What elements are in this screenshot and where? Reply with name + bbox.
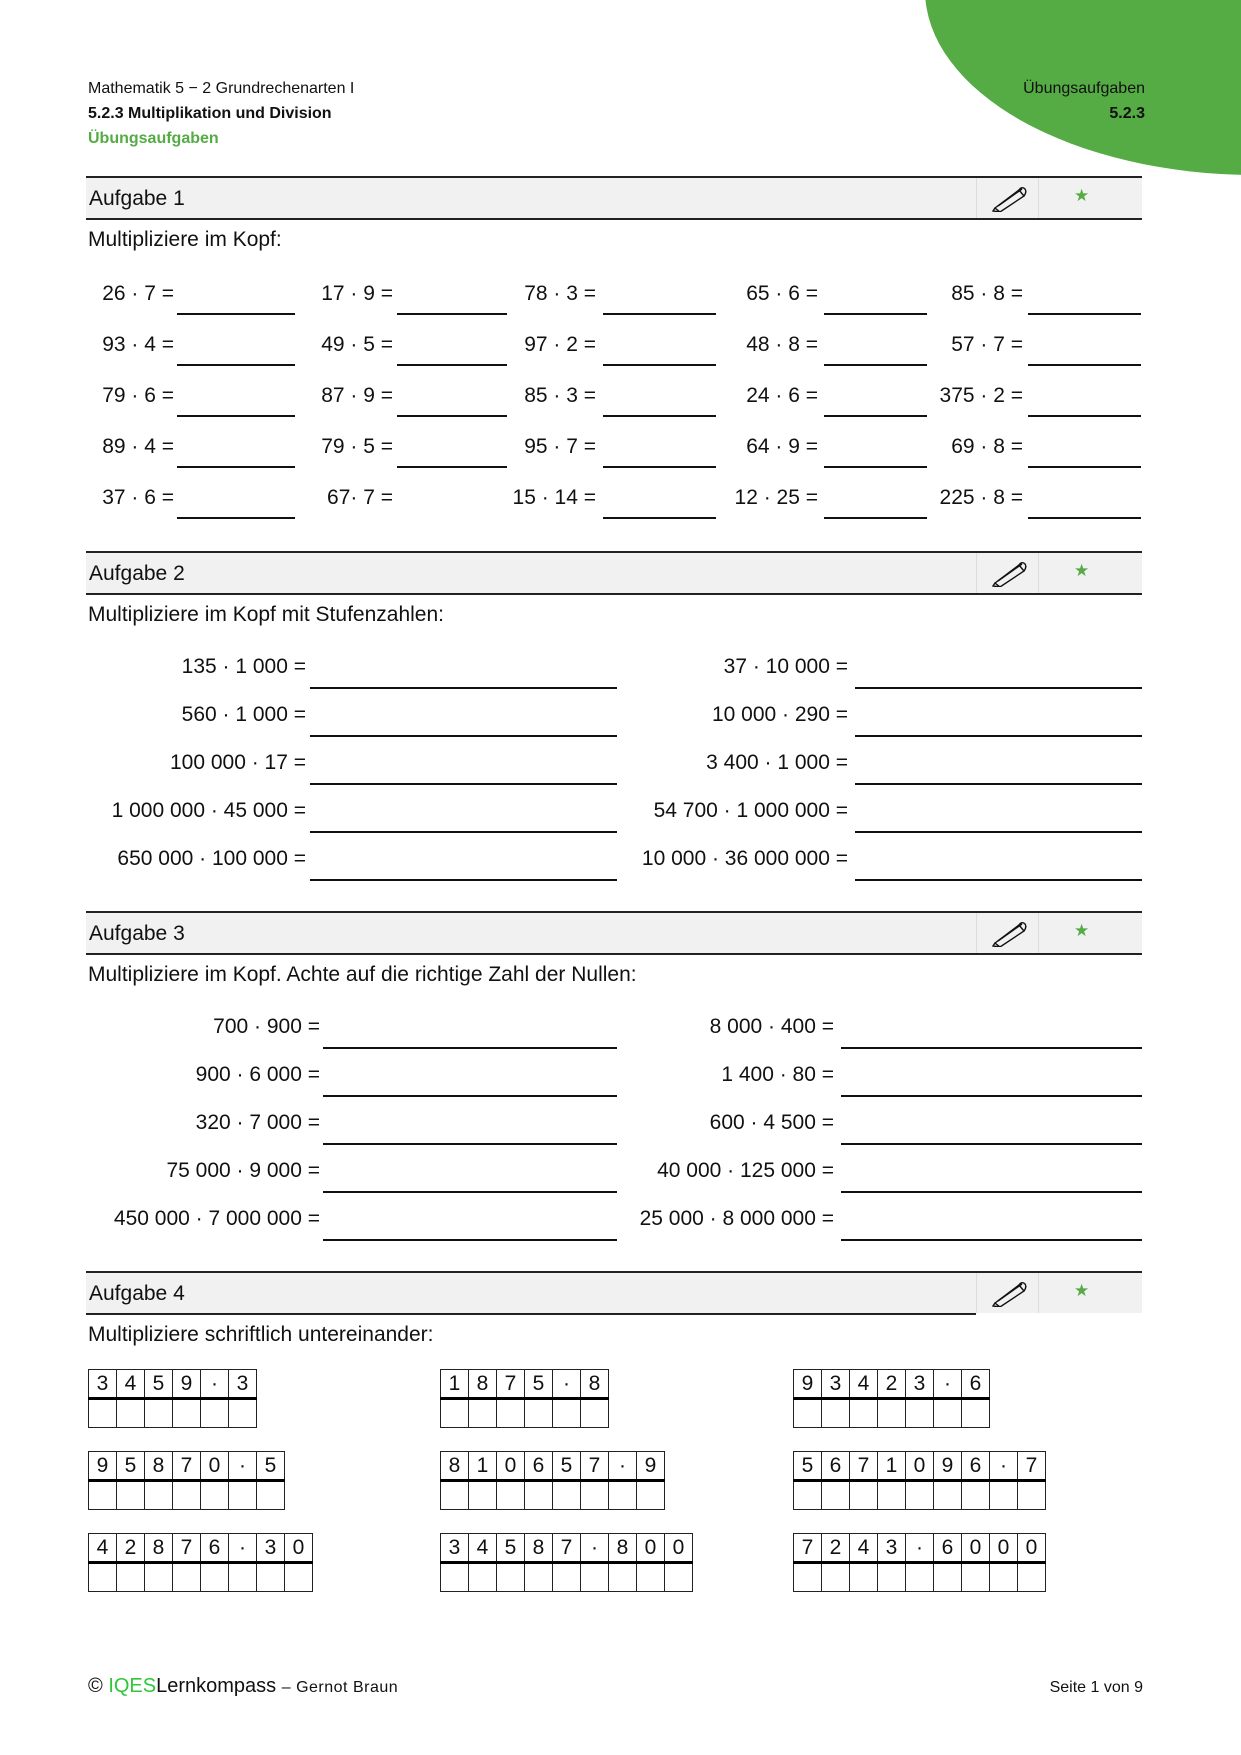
answer-field[interactable] [1028, 313, 1141, 315]
section-subtitle: Übungsaufgaben [88, 130, 219, 147]
grid-answer-cell[interactable] [257, 1563, 285, 1592]
grid-digit: 7 [173, 1452, 201, 1481]
grid-answer-cell[interactable] [497, 1481, 525, 1510]
problem-expression: 87 · 9 = [321, 384, 393, 407]
grid-digit: 3 [89, 1370, 117, 1399]
answer-field[interactable] [1028, 517, 1141, 519]
grid-answer-cell[interactable] [525, 1399, 553, 1428]
problem-expression: 25 000 · 8 000 000 = [639, 1207, 834, 1230]
problem-expression: 375 · 2 = [939, 384, 1023, 407]
answer-field[interactable] [855, 783, 1142, 785]
answer-field[interactable] [177, 517, 295, 519]
grid-digit: 0 [962, 1534, 990, 1563]
grid-digit: 0 [497, 1452, 525, 1481]
grid-digit: 9 [794, 1370, 822, 1399]
grid-digit: 5 [497, 1534, 525, 1563]
multiplication-grid [440, 1369, 609, 1428]
grid-answer-cell[interactable] [173, 1399, 201, 1428]
grid-answer-cell[interactable] [794, 1399, 822, 1428]
grid-digit: 6 [525, 1452, 553, 1481]
grid-answer-cell[interactable] [850, 1399, 878, 1428]
divider [1038, 1273, 1039, 1313]
grid-digit: · [201, 1370, 229, 1399]
problem-expression: 700 · 900 = [213, 1015, 320, 1038]
header-right-number: 5.2.3 [1109, 105, 1145, 122]
problem-expression: 225 · 8 = [939, 486, 1023, 509]
grid-answer-cell[interactable] [441, 1481, 469, 1510]
brand-iqes: IQES [108, 1675, 157, 1697]
grid-answer-cell[interactable] [637, 1563, 665, 1592]
grid-digit: 4 [89, 1534, 117, 1563]
grid-digit: 5 [794, 1452, 822, 1481]
grid-answer-cell[interactable] [794, 1481, 822, 1510]
problem-expression: 89 · 4 = [102, 435, 174, 458]
grid-digit: · [229, 1452, 257, 1481]
problem-expression: 1 400 · 80 = [721, 1063, 834, 1086]
page-number: Seite 1 von 9 [1049, 1679, 1143, 1696]
grid-answer-cell[interactable] [637, 1481, 665, 1510]
problem-expression: 17 · 9 = [321, 282, 393, 305]
answer-field[interactable] [397, 364, 507, 366]
grid-answer-cell[interactable] [934, 1399, 962, 1428]
answer-field[interactable] [855, 687, 1142, 689]
grid-digit: 4 [850, 1534, 878, 1563]
grid-answer-cell[interactable] [525, 1563, 553, 1592]
problem-expression: 8 000 · 400 = [709, 1015, 834, 1038]
problem-expression: 10 000 · 36 000 000 = [641, 847, 848, 870]
task-header-3 [86, 911, 1142, 955]
answer-field[interactable] [177, 466, 295, 468]
grid-answer-cell[interactable] [89, 1399, 117, 1428]
grid-answer-cell[interactable] [906, 1563, 934, 1592]
problem-expression: 85 · 8 = [951, 282, 1023, 305]
grid-answer-cell[interactable] [850, 1563, 878, 1592]
grid-answer-cell[interactable] [609, 1563, 637, 1592]
problem-expression: 97 · 2 = [524, 333, 596, 356]
grid-digit: 3 [906, 1370, 934, 1399]
footer-brand [88, 1675, 398, 1698]
answer-field[interactable] [177, 364, 295, 366]
problem-expression: 26 · 7 = [102, 282, 174, 305]
grid-digit: · [553, 1370, 581, 1399]
problem-expression: 79 · 6 = [102, 384, 174, 407]
answer-field[interactable] [603, 364, 716, 366]
grid-answer-cell[interactable] [609, 1481, 637, 1510]
task-header-1 [86, 176, 1142, 220]
grid-answer-cell[interactable] [89, 1563, 117, 1592]
problem-expression: 600 · 4 500 = [709, 1111, 834, 1134]
grid-digit: 0 [637, 1534, 665, 1563]
divider [1038, 178, 1039, 218]
grid-digit: 4 [469, 1534, 497, 1563]
answer-field[interactable] [841, 1143, 1142, 1145]
divider [976, 1273, 977, 1313]
grid-digit: 5 [553, 1452, 581, 1481]
grid-digit: 7 [581, 1452, 609, 1481]
divider [976, 178, 977, 218]
grid-answer-cell[interactable] [117, 1399, 145, 1428]
grid-digit: 0 [906, 1452, 934, 1481]
grid-digit: 5 [117, 1452, 145, 1481]
grid-answer-cell[interactable] [822, 1563, 850, 1592]
grid-answer-cell[interactable] [665, 1563, 693, 1592]
problem-expression: 10 000 · 290 = [711, 703, 848, 726]
grid-answer-cell[interactable] [1018, 1481, 1046, 1510]
star-icon: ★ [1074, 1281, 1090, 1300]
grid-answer-cell[interactable] [469, 1563, 497, 1592]
copyright-icon: © [88, 1675, 103, 1697]
problem-expression: 12 · 25 = [734, 486, 818, 509]
grid-digit: 8 [609, 1534, 637, 1563]
grid-digit: · [990, 1452, 1018, 1481]
document-header [88, 76, 354, 151]
divider [1038, 553, 1039, 593]
answer-field[interactable] [855, 735, 1142, 737]
multiplication-grid [793, 1533, 1046, 1592]
problem-expression: 560 · 1 000 = [181, 703, 306, 726]
grid-digit: 6 [962, 1370, 990, 1399]
answer-field[interactable] [323, 1095, 617, 1097]
answer-field[interactable] [824, 415, 927, 417]
grid-digit: 3 [441, 1534, 469, 1563]
task-instruction: Multipliziere im Kopf mit Stufenzahlen: [88, 603, 444, 626]
grid-answer-cell[interactable] [201, 1563, 229, 1592]
multiplication-grid [88, 1369, 257, 1428]
grid-digit: 1 [469, 1452, 497, 1481]
grid-answer-cell[interactable] [906, 1481, 934, 1510]
answer-field[interactable] [397, 466, 507, 468]
header-right-label: Übungsaufgaben [1023, 80, 1145, 97]
problem-expression: 93 · 4 = [102, 333, 174, 356]
course-title: Mathematik 5 − 2 Grundrechenarten I [88, 80, 355, 97]
answer-field[interactable] [824, 517, 927, 519]
grid-digit: 0 [285, 1534, 313, 1563]
answer-field[interactable] [824, 313, 927, 315]
grid-answer-cell[interactable] [1018, 1563, 1046, 1592]
problem-expression: 95 · 7 = [524, 435, 596, 458]
grid-answer-cell[interactable] [962, 1481, 990, 1510]
grid-digit: 6 [962, 1452, 990, 1481]
grid-digit: 5 [257, 1452, 285, 1481]
grid-digit: · [934, 1370, 962, 1399]
task-title: Aufgabe 3 [89, 922, 185, 945]
answer-field[interactable] [397, 313, 507, 315]
star-icon: ★ [1074, 921, 1090, 940]
answer-field[interactable] [310, 879, 617, 881]
problem-expression: 40 000 · 125 000 = [657, 1159, 834, 1182]
grid-answer-cell[interactable] [581, 1563, 609, 1592]
grid-answer-cell[interactable] [906, 1399, 934, 1428]
task-title: Aufgabe 2 [89, 562, 185, 585]
brand-lernkompass: Lernkompass [156, 1675, 277, 1697]
problem-expression: 450 000 · 7 000 000 = [113, 1207, 320, 1230]
problem-expression: 100 000 · 17 = [169, 751, 306, 774]
pencil-icon [991, 559, 1027, 587]
grid-digit: 8 [145, 1452, 173, 1481]
problem-expression: 3 400 · 1 000 = [706, 751, 848, 774]
grid-digit: 9 [173, 1370, 201, 1399]
grid-digit: 0 [1018, 1534, 1046, 1563]
problem-expression: 69 · 8 = [951, 435, 1023, 458]
multiplication-grid [440, 1451, 665, 1510]
grid-answer-cell[interactable] [794, 1563, 822, 1592]
grid-digit: 3 [229, 1370, 257, 1399]
grid-answer-cell[interactable] [962, 1563, 990, 1592]
grid-digit: 6 [201, 1534, 229, 1563]
grid-digit: · [229, 1534, 257, 1563]
grid-answer-cell[interactable] [822, 1399, 850, 1428]
problem-expression: 79 · 5 = [321, 435, 393, 458]
problem-expression: 49 · 5 = [321, 333, 393, 356]
problem-expression: 57 · 7 = [951, 333, 1023, 356]
grid-answer-cell[interactable] [285, 1563, 313, 1592]
grid-digit: 2 [878, 1370, 906, 1399]
grid-answer-cell[interactable] [117, 1563, 145, 1592]
answer-field[interactable] [323, 1047, 617, 1049]
answer-field[interactable] [824, 364, 927, 366]
answer-field[interactable] [177, 313, 295, 315]
grid-digit: · [581, 1534, 609, 1563]
grid-answer-cell[interactable] [173, 1481, 201, 1510]
grid-digit: 8 [441, 1452, 469, 1481]
pencil-icon [991, 184, 1027, 212]
answer-field[interactable] [310, 687, 617, 689]
problem-expression: 64 · 9 = [746, 435, 818, 458]
grid-answer-cell[interactable] [497, 1563, 525, 1592]
answer-field[interactable] [1028, 415, 1141, 417]
grid-digit: 8 [145, 1534, 173, 1563]
divider [1038, 913, 1039, 953]
grid-answer-cell[interactable] [469, 1399, 497, 1428]
answer-field[interactable] [603, 415, 716, 417]
grid-answer-cell[interactable] [878, 1481, 906, 1510]
answer-field[interactable] [841, 1095, 1142, 1097]
grid-digit: 9 [637, 1452, 665, 1481]
answer-field[interactable] [397, 415, 507, 417]
answer-field[interactable] [310, 831, 617, 833]
grid-answer-cell[interactable] [934, 1481, 962, 1510]
grid-answer-cell[interactable] [173, 1563, 201, 1592]
grid-digit: 8 [581, 1370, 609, 1399]
header-right [1023, 76, 1145, 126]
grid-answer-cell[interactable] [145, 1399, 173, 1428]
answer-field[interactable] [841, 1239, 1142, 1241]
grid-answer-cell[interactable] [229, 1481, 257, 1510]
task-instruction: Multipliziere im Kopf: [88, 228, 282, 251]
grid-digit: 3 [878, 1534, 906, 1563]
answer-field[interactable] [841, 1191, 1142, 1193]
multiplication-grid [88, 1451, 285, 1510]
answer-field[interactable] [1028, 364, 1141, 366]
grid-answer-cell[interactable] [441, 1563, 469, 1592]
problem-expression: 78 · 3 = [524, 282, 596, 305]
grid-answer-cell[interactable] [962, 1399, 990, 1428]
star-icon: ★ [1074, 561, 1090, 580]
grid-digit: 0 [665, 1534, 693, 1563]
answer-field[interactable] [177, 415, 295, 417]
problem-expression: 67· 7 = [327, 486, 393, 509]
grid-answer-cell[interactable] [229, 1399, 257, 1428]
grid-answer-cell[interactable] [990, 1563, 1018, 1592]
task-header-2 [86, 551, 1142, 595]
author: – Gernot Braun [281, 1679, 399, 1696]
problem-expression: 54 700 · 1 000 000 = [653, 799, 848, 822]
problem-expression: 65 · 6 = [746, 282, 818, 305]
divider [976, 553, 977, 593]
grid-digit: 5 [525, 1370, 553, 1399]
problem-expression: 650 000 · 100 000 = [117, 847, 306, 870]
answer-field[interactable] [603, 313, 716, 315]
grid-answer-cell[interactable] [822, 1481, 850, 1510]
task-title: Aufgabe 4 [89, 1282, 185, 1305]
grid-answer-cell[interactable] [89, 1481, 117, 1510]
problem-expression: 75 000 · 9 000 = [166, 1159, 320, 1182]
grid-digit: 0 [201, 1452, 229, 1481]
multiplication-grid [793, 1369, 990, 1428]
grid-answer-cell[interactable] [581, 1399, 609, 1428]
answer-field[interactable] [1028, 466, 1141, 468]
grid-answer-cell[interactable] [469, 1481, 497, 1510]
answer-field[interactable] [855, 879, 1142, 881]
grid-digit: 8 [469, 1370, 497, 1399]
problem-expression: 37 · 6 = [102, 486, 174, 509]
grid-digit: 4 [117, 1370, 145, 1399]
grid-digit: · [609, 1452, 637, 1481]
grid-digit: 9 [934, 1452, 962, 1481]
answer-field[interactable] [603, 466, 716, 468]
problem-expression: 900 · 6 000 = [195, 1063, 320, 1086]
problem-expression: 135 · 1 000 = [181, 655, 306, 678]
answer-field[interactable] [323, 1239, 617, 1241]
grid-answer-cell[interactable] [934, 1563, 962, 1592]
grid-digit: 6 [934, 1534, 962, 1563]
multiplication-grid [793, 1451, 1046, 1510]
answer-field[interactable] [841, 1047, 1142, 1049]
grid-answer-cell[interactable] [553, 1563, 581, 1592]
grid-answer-cell[interactable] [117, 1481, 145, 1510]
problem-expression: 1 000 000 · 45 000 = [111, 799, 306, 822]
grid-answer-cell[interactable] [850, 1481, 878, 1510]
grid-answer-cell[interactable] [441, 1399, 469, 1428]
grid-answer-cell[interactable] [145, 1563, 173, 1592]
divider [976, 913, 977, 953]
grid-digit: 0 [990, 1534, 1018, 1563]
grid-answer-cell[interactable] [229, 1563, 257, 1592]
star-icon: ★ [1074, 186, 1090, 205]
grid-answer-cell[interactable] [581, 1481, 609, 1510]
answer-field[interactable] [310, 735, 617, 737]
answer-field[interactable] [323, 1191, 617, 1193]
grid-digit: 7 [497, 1370, 525, 1399]
grid-digit: 1 [878, 1452, 906, 1481]
answer-field[interactable] [855, 831, 1142, 833]
section-title: 5.2.3 Multiplikation und Division [88, 105, 332, 122]
grid-digit: 3 [257, 1534, 285, 1563]
grid-answer-cell[interactable] [878, 1399, 906, 1428]
grid-digit: 2 [117, 1534, 145, 1563]
multiplication-grid [88, 1533, 313, 1592]
grid-answer-cell[interactable] [201, 1481, 229, 1510]
task-instruction: Multipliziere im Kopf. Achte auf die richtige Zahl der Nullen: [88, 963, 637, 986]
answer-field[interactable] [310, 783, 617, 785]
grid-digit: 7 [794, 1534, 822, 1563]
grid-answer-cell[interactable] [553, 1399, 581, 1428]
grid-digit: 1 [441, 1370, 469, 1399]
grid-digit: · [906, 1534, 934, 1563]
problem-expression: 85 · 3 = [524, 384, 596, 407]
grid-digit: 2 [822, 1534, 850, 1563]
grid-digit: 9 [89, 1452, 117, 1481]
pencil-icon [991, 1279, 1027, 1307]
problem-expression: 320 · 7 000 = [195, 1111, 320, 1134]
answer-field[interactable] [603, 517, 716, 519]
grid-answer-cell[interactable] [201, 1399, 229, 1428]
grid-answer-cell[interactable] [145, 1481, 173, 1510]
problem-expression: 24 · 6 = [746, 384, 818, 407]
grid-digit: 5 [145, 1370, 173, 1399]
grid-digit: 4 [850, 1370, 878, 1399]
grid-digit: 7 [1018, 1452, 1046, 1481]
grid-digit: 3 [822, 1370, 850, 1399]
grid-answer-cell[interactable] [878, 1563, 906, 1592]
grid-digit: 8 [525, 1534, 553, 1563]
task-title: Aufgabe 1 [89, 187, 185, 210]
grid-digit: 6 [822, 1452, 850, 1481]
grid-digit: 7 [553, 1534, 581, 1563]
multiplication-grid [440, 1533, 693, 1592]
pencil-icon [991, 919, 1027, 947]
problem-expression: 48 · 8 = [746, 333, 818, 356]
grid-answer-cell[interactable] [257, 1481, 285, 1510]
grid-answer-cell[interactable] [525, 1481, 553, 1510]
grid-answer-cell[interactable] [990, 1481, 1018, 1510]
grid-digit: 7 [850, 1452, 878, 1481]
problem-expression: 37 · 10 000 = [723, 655, 848, 678]
answer-field[interactable] [824, 466, 927, 468]
grid-answer-cell[interactable] [497, 1399, 525, 1428]
task-header-4 [86, 1271, 1142, 1313]
grid-digit: 7 [173, 1534, 201, 1563]
grid-answer-cell[interactable] [553, 1481, 581, 1510]
problem-expression: 15 · 14 = [512, 486, 596, 509]
answer-field[interactable] [323, 1143, 617, 1145]
task-instruction: Multipliziere schriftlich untereinander: [88, 1323, 434, 1346]
